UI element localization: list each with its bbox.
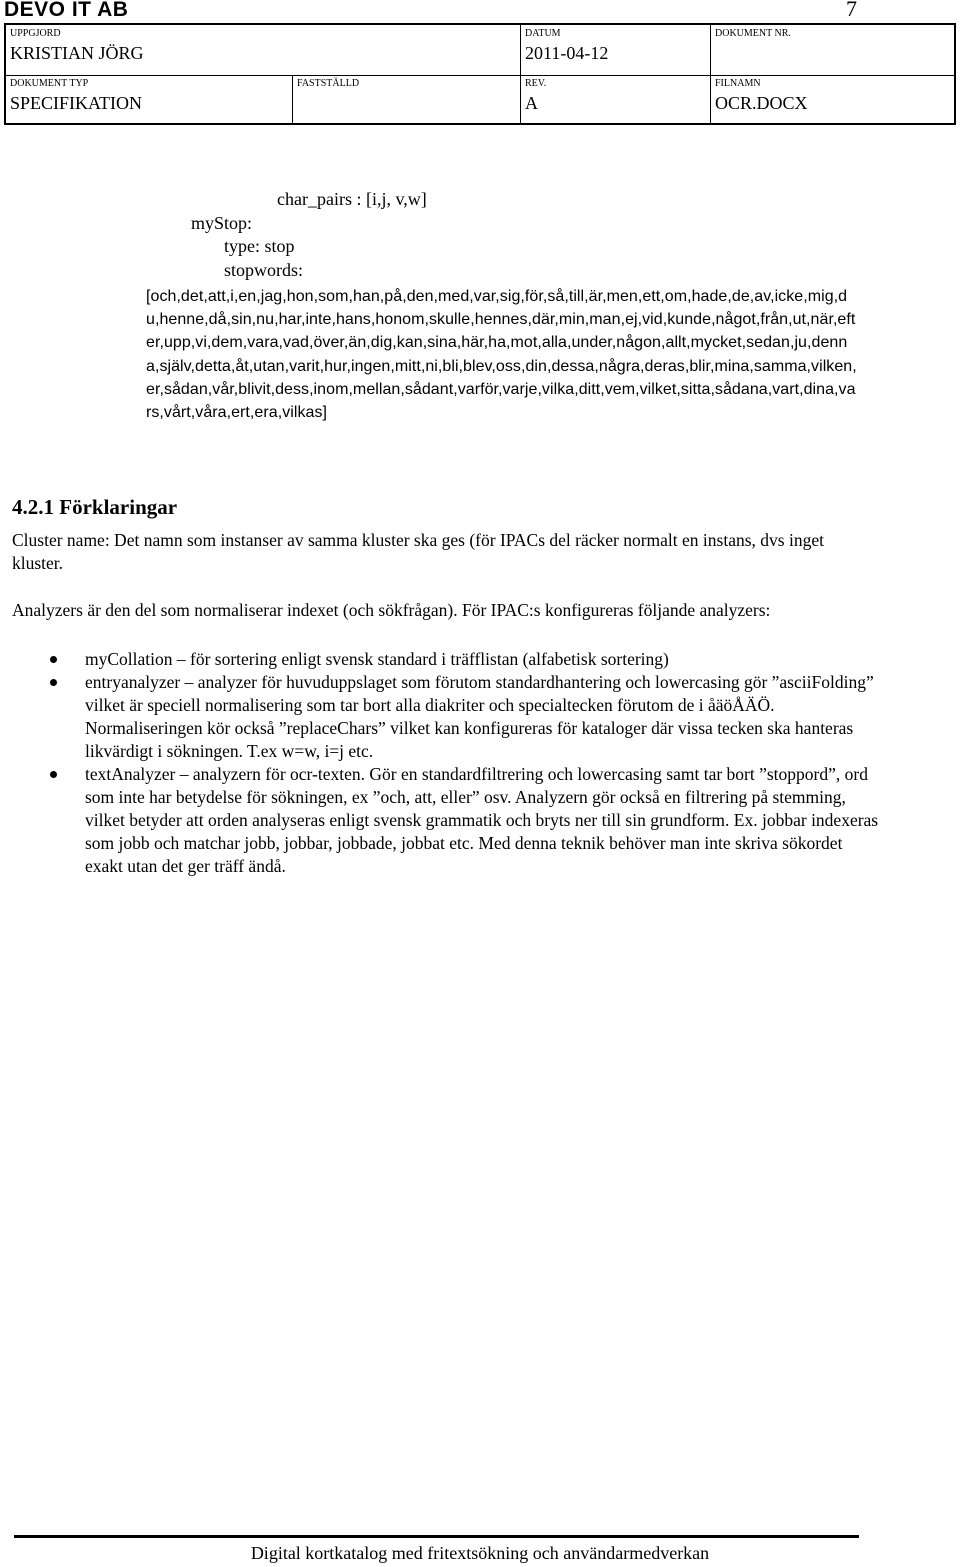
header-row-2: [6, 75, 954, 125]
datum-label: DATUM: [525, 28, 561, 39]
stopwords-key-line: stopwords:: [224, 260, 304, 280]
dokument-nr-label: DOKUMENT NR.: [715, 28, 791, 39]
cell-uppgjord: [6, 25, 520, 75]
char-pairs-line: char_pairs : [i,j, v,w]: [277, 189, 427, 209]
list-item-text: entryanalyzer – analyzer för huvuduppslaget som förutom standardhantering och lowercasing gör ”asciiFolding” vilket är speciell normalisering som tar bort alla diakriter och specialtecken förutom de i åäöÅÄÖ. Normaliseringen kör också ”replaceChars” vilket kan konfigureras för kataloger där vissa tecken ska hanteras likvärdigt i sökningen. T.ex w=w, i=j etc.: [85, 672, 874, 761]
page-number: 7: [846, 0, 857, 21]
cell-datum: [520, 25, 710, 75]
dokument-typ-value: SPECIFIKATION: [10, 93, 143, 113]
faststalld-label: FASTSTÄLLD: [297, 78, 360, 89]
datum-value: 2011-04-12: [525, 43, 609, 63]
bullet-icon: [50, 771, 57, 778]
footer-text: Digital kortkatalog med fritextsökning och användarmedverkan: [250, 1543, 710, 1563]
list-item: [0, 648, 880, 671]
bullet-icon: [50, 679, 57, 686]
header-row-1: [6, 25, 954, 76]
mystop-line: myStop:: [191, 213, 253, 233]
uppgjord-value: KRISTIAN JÖRG: [10, 43, 144, 63]
type-line: type: stop: [224, 236, 295, 256]
filnamn-label: FILNAMN: [715, 78, 761, 89]
cell-filnamn: [710, 75, 956, 125]
rev-value: A: [525, 93, 538, 113]
cluster-name-paragraph: Cluster name: Det namn som instanser av samma kluster ska ges (för IPACs del räcker normalt en instans, dvs inget kluster.: [12, 530, 824, 573]
cell-dokument-nr: [710, 25, 956, 75]
footer-rule: [14, 1535, 859, 1538]
cell-dokument-typ: [6, 75, 292, 125]
uppgjord-label: UPPGJORD: [10, 28, 61, 39]
analyzer-list: [0, 648, 880, 878]
rev-label: REV.: [525, 78, 547, 89]
dokument-typ-label: DOKUMENT TYP: [10, 78, 89, 89]
cell-faststalld: [292, 75, 520, 125]
list-item: [0, 763, 880, 878]
list-item-text: myCollation – för sortering enligt svensk standard i träfflistan (alfabetisk sortering): [85, 649, 669, 669]
company-name: DEVO IT AB: [4, 0, 129, 21]
list-item: [0, 671, 880, 763]
filnamn-value: OCR.DOCX: [715, 93, 808, 113]
stopwords-list: [och,det,att,i,en,jag,hon,som,han,på,den,med,var,sig,för,så,till,är,men,ett,om,hade,de,av,icke,mig,du,henne,då,sin,nu,har,inte,hans,honom,skulle,hennes,där,min,man,ej,vid,kunde,något,från,ut,när,efter,upp,vi,dem,vara,vad,över,än,dig,kan,sina,här,ha,mot,alla,under,någon,allt,mycket,sedan,ju,denna,själv,detta,åt,utan,varit,hur,ingen,mitt,ni,bli,blev,oss,din,dessa,några,deras,blir,mina,samma,vilken,er,sådan,vår,blivit,dess,inom,mellan,sådant,varför,varje,vilka,ditt,vem,vilket,sitta,sådana,vart,dina,vars,vårt,våra,ert,era,vilkas]: [146, 288, 857, 422]
section-heading: 4.2.1 Förklaringar: [12, 495, 178, 519]
cell-rev: [520, 75, 710, 125]
analyzers-paragraph: Analyzers är den del som normaliserar indexet (och sökfrågan). För IPAC:s konfigureras följande analyzers:: [12, 600, 771, 620]
bullet-icon: [50, 656, 57, 663]
list-item-text: textAnalyzer – analyzern för ocr-texten. Gör en standardfiltrering och lowercasing samt tar bort ”stoppord”, ord som inte har betydelse för sökningen, ex ”och, att, eller” osv. Analyzern gör också en filtrering på stemming, vilket betyder att orden analyseras enligt svensk grammatik och bryts ner till sin grundform. Ex. jobbar indexeras som jobb och matchar jobb, jobbar, jobbade, jobbat etc. Med denna teknik behöver man inte skriva sökordet exakt utan det ger träff ändå.: [85, 764, 879, 876]
document-header-table: [4, 23, 956, 125]
